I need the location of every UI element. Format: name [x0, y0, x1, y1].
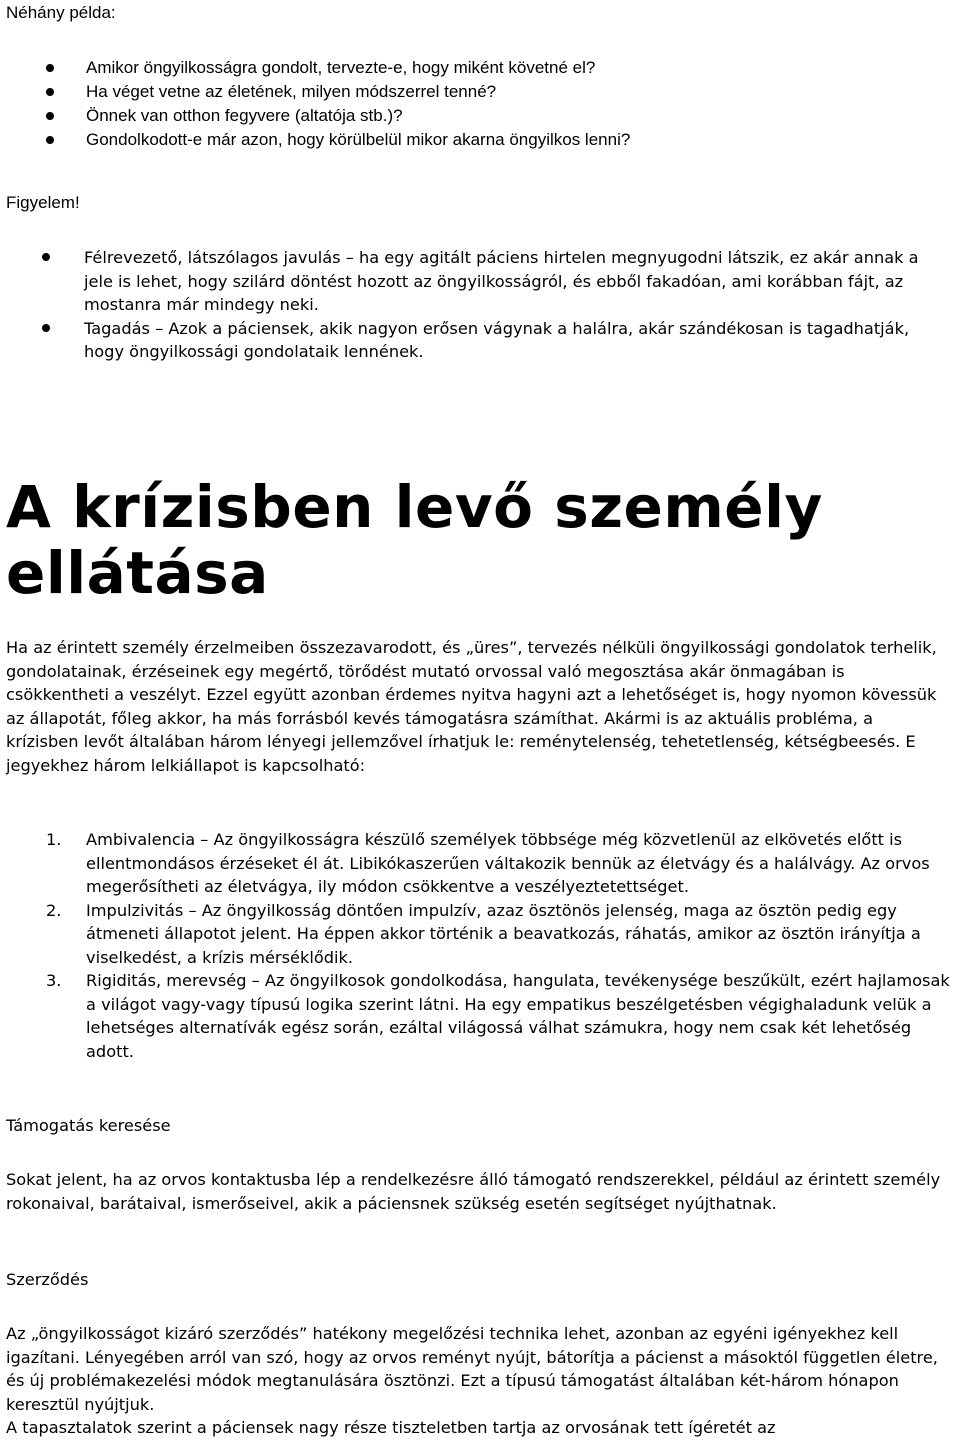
- list-item: [84, 317, 946, 364]
- list-item: [86, 104, 946, 128]
- bullet-icon: [42, 324, 50, 332]
- bullet-icon: [42, 253, 50, 261]
- bullet-icon: [46, 88, 54, 96]
- list-item: [86, 56, 946, 80]
- list-number: 1.: [46, 830, 62, 849]
- state-text: Impulzivitás – Az öngyilkosság döntően impulzív, azaz ösztönös jelenség, maga az ösztön pedig egy átmeneti állapotot jelent. Ha éppen akkor történik a beavatkozás, ráhatás, amikor az ösztön irányítja a viselkedést, a krízis mérséklődik.: [86, 900, 921, 967]
- list-item: [86, 128, 946, 152]
- list-number: 2.: [46, 900, 62, 920]
- list-item: [46, 969, 950, 1063]
- section-title: A krízisben levő személy ellátása: [6, 473, 823, 607]
- contract-paragraph: Az „öngyilkosságot kizáró szerződés” hatékony megelőzési technika lehet, azonban az egyéni igényekhez kell igazítani. Lényegében arról van szó, hogy az orvos reményt nyújt, bátorítja a pácienst a másoktól független életre, és új problémakezelési módok megtanulására ösztönzi. Ezt a típusú támogatást általában két-három hónapon keresztül nyújtjuk.: [6, 1324, 938, 1414]
- list-number: 3.: [46, 971, 62, 990]
- state-text: Ambivalencia – Az öngyilkosságra készülő személyek többsége még közvetlenül az elkövetés előtt is ellentmondásos érzéseket él át. Libikókaszerűen váltakozik bennük az életvágy és a halálvágy. Az orvos megerősítheti az életvágya, ily módon csökkentve a veszélyeztetettséget.: [86, 830, 930, 896]
- list-item: [86, 80, 946, 104]
- example-text: Önnek van otthon fegyvere (altatója stb.)?: [86, 106, 403, 125]
- warning-label: Figyelem!: [6, 193, 80, 212]
- contract-paragraph-continued: A tapasztalatok szerint a páciensek nagy része tiszteletben tartja az orvosának tett ígéretét az: [6, 1418, 776, 1437]
- warning-text: Tagadás – Azok a páciensek, akik nagyon erősen vágynak a halálra, akár szándékosan is tagadhatják, hogy öngyilkossági gondolataik lennének.: [84, 318, 910, 361]
- warnings-list: [84, 246, 946, 364]
- warning-text: Félrevezető, látszólagos javulás – ha egy agitált páciens hirtelen megnyugodni látszik, ez akár annak a jele is lehet, hogy szilárd döntést hozott az öngyilkosságról, és ebből fakadóan, ami korábban fájt, az mostanra már mindegy neki.: [84, 248, 919, 314]
- states-list: [46, 828, 950, 1063]
- example-text: Amikor öngyilkosságra gondolt, tervezte-e, hogy miként követné el?: [86, 58, 596, 77]
- contract-heading: Szerződés: [6, 1270, 89, 1289]
- list-item: [46, 828, 950, 899]
- bullet-icon: [46, 112, 54, 120]
- bullet-icon: [46, 136, 54, 144]
- list-item: [46, 899, 950, 970]
- support-heading: Támogatás keresése: [6, 1116, 171, 1135]
- state-text: Rigiditás, merevség – Az öngyilkosok gondolkodása, hangulata, tevékenysége beszűkült, ezért hajlamosak a világot vagy-vagy típusú logika szerint látni. Ha egy empatikus beszélgetésben végighaladunk velük a lehetséges alternatívák egész során, ezáltal világossá válhat számukra, hogy nem csak két lehetőség adott.: [86, 971, 950, 1061]
- examples-list: [86, 56, 946, 152]
- examples-intro-label: Néhány példa:: [6, 3, 116, 22]
- bullet-icon: [46, 64, 54, 72]
- section-paragraph: Ha az érintett személy érzelmeiben összezavarodott, és „üres”, tervezés nélküli öngyilkossági gondolatok terhelik, gondolatainak, érzéseinek egy megértő, törődést mutató orvossal való megosztása akár önmagában is csökkentheti a veszélyt. Ezzel együtt azonban érdemes nyitva hagyni azt a lehetőséget is, hogy nyomon kövessük az állapotát, főleg akkor, ha más forrásból kevés támogatásra számíthat. Akármi is az aktuális probléma, a krízisben levőt általában három lényegi jellemzővel írhatjuk le: reménytelenség, tehetetlenség, kétségbeesés. E jegyekhez három lelkiállapot is kapcsolható:: [6, 638, 937, 775]
- list-item: [84, 246, 946, 317]
- support-paragraph: Sokat jelent, ha az orvos kontaktusba lép a rendelkezésre álló támogató rendszerekkel, például az érintett személy rokonaival, barátaival, ismerőseivel, akik a páciensnek szükség esetén segítséget nyújthatnak.: [6, 1170, 941, 1213]
- example-text: Gondolkodott-e már azon, hogy körülbelül mikor akarna öngyilkos lenni?: [86, 130, 631, 149]
- example-text: Ha véget vetne az életének, milyen módszerrel tenné?: [86, 82, 497, 101]
